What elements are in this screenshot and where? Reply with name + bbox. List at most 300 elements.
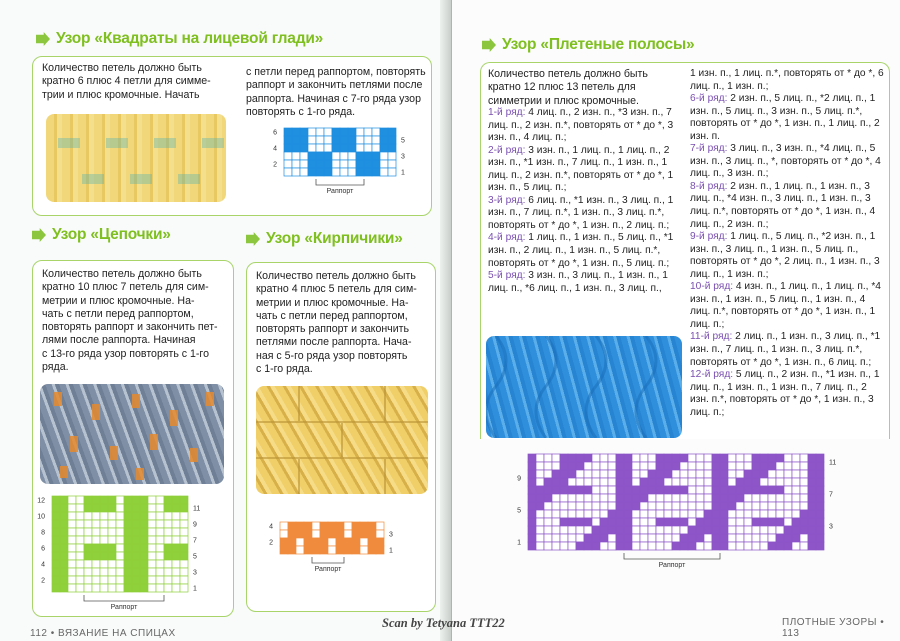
chart-cell (292, 128, 300, 136)
chart-cell (376, 546, 384, 554)
chart-cell (528, 518, 536, 526)
row-instruction (690, 281, 886, 331)
chart-cell (140, 504, 148, 512)
chart-cell (344, 546, 352, 554)
chart-cell (664, 470, 672, 478)
chart-cell (108, 528, 116, 536)
chart-cell (312, 530, 320, 538)
chart-cell (672, 462, 680, 470)
chart-cell (360, 522, 368, 530)
row-instruction (690, 331, 886, 369)
chart-cell (156, 544, 164, 552)
chart-cell (560, 526, 568, 534)
chart-cell (568, 470, 576, 478)
chart-cell (640, 502, 648, 510)
chart-cell (808, 486, 816, 494)
chart-cell (720, 462, 728, 470)
chart-cell (100, 504, 108, 512)
rapport-bracket (312, 557, 344, 563)
right-page (452, 0, 900, 641)
chart-row-number: 3 (193, 569, 197, 577)
chart-cell (728, 486, 736, 494)
chart-cell (600, 486, 608, 494)
chart-cell (332, 136, 340, 144)
chart-cell (800, 534, 808, 542)
chart-cell (60, 504, 68, 512)
chart-cell (140, 584, 148, 592)
chart-cell (288, 546, 296, 554)
row-label: 5-й ряд: (488, 270, 529, 282)
chart-cell (800, 494, 808, 502)
chart-cell (84, 512, 92, 520)
chart-cell (148, 504, 156, 512)
chart-cell (704, 462, 712, 470)
chart-cell (600, 478, 608, 486)
chart-cell (552, 526, 560, 534)
chart-cell (296, 530, 304, 538)
chart-cell (356, 144, 364, 152)
chart-cell (560, 502, 568, 510)
chart-cell (736, 462, 744, 470)
chart-cell (332, 128, 340, 136)
chart-cell (304, 530, 312, 538)
chart-cell (792, 542, 800, 550)
chart-cell (776, 470, 784, 478)
chart-cell (672, 494, 680, 502)
chart-cell (356, 136, 364, 144)
chart-cell (640, 510, 648, 518)
chart-cell (388, 128, 396, 136)
chart-cell (172, 576, 180, 584)
chart-cell (816, 502, 824, 510)
chart-cell (736, 518, 744, 526)
chart-cell (792, 494, 800, 502)
chart-cell (536, 470, 544, 478)
chart-cell (92, 520, 100, 528)
chart-cell (116, 552, 124, 560)
chart-cell (744, 494, 752, 502)
chart-cell (784, 526, 792, 534)
chart-row-number: 6 (273, 129, 277, 137)
chart-cell (560, 478, 568, 486)
chart-cell (84, 528, 92, 536)
chart-cell (536, 510, 544, 518)
chart-cell (68, 576, 76, 584)
chart-cell (576, 462, 584, 470)
chart-cell (768, 486, 776, 494)
chart-cell (680, 534, 688, 542)
chart-cell (68, 552, 76, 560)
chart-cell (124, 552, 132, 560)
chart-cell (528, 486, 536, 494)
chart-row-number: 3 (829, 523, 833, 531)
title-text: Узор «Плетеные полосы» (502, 36, 695, 53)
chart-cell (760, 526, 768, 534)
chart-cell (656, 542, 664, 550)
chart-cell (60, 496, 68, 504)
chart-cell (584, 454, 592, 462)
chart-cell (680, 542, 688, 550)
chart-cell (640, 518, 648, 526)
chart-cell (52, 576, 60, 584)
chart-cell (348, 136, 356, 144)
chart-cell (284, 152, 292, 160)
chart-cell (656, 526, 664, 534)
chart-cell (640, 454, 648, 462)
chart-cell (180, 584, 188, 592)
chart-cell (536, 502, 544, 510)
chart-cell (592, 494, 600, 502)
chart-cell (172, 528, 180, 536)
chart-cell (544, 510, 552, 518)
chart-cell (584, 462, 592, 470)
chart-cell (808, 542, 816, 550)
chart-cell (576, 542, 584, 550)
chart-row-number: 5 (193, 553, 197, 561)
chart-cell (592, 478, 600, 486)
chart-cell (672, 526, 680, 534)
chart-cell (84, 568, 92, 576)
chart-cell (728, 534, 736, 542)
chart-cell (608, 534, 616, 542)
chart-cell (728, 494, 736, 502)
chart-cell (76, 504, 84, 512)
row-label: 10-й ряд: (690, 281, 736, 293)
chart-cell (624, 518, 632, 526)
chart-cell (600, 494, 608, 502)
chart-cell (760, 518, 768, 526)
chart-cell (648, 534, 656, 542)
chart-cell (712, 518, 720, 526)
chart-row-number: 1 (193, 585, 197, 593)
chart-cell (140, 560, 148, 568)
chart-cell (688, 462, 696, 470)
chart-cell (712, 494, 720, 502)
chart-cell (728, 526, 736, 534)
chart-cell (784, 502, 792, 510)
chart-cell (584, 518, 592, 526)
chart-cell (752, 494, 760, 502)
chart-cell (616, 502, 624, 510)
chart-cell (688, 510, 696, 518)
chart-cell (720, 502, 728, 510)
chart-cell (552, 534, 560, 542)
chart-cell (600, 470, 608, 478)
row-text: 3 изн. п., 3 лиц. п., 1 изн. п., 1 лиц. п., *6 лиц. п., 1 изн. п., 3 лиц. п., (488, 270, 668, 294)
chart-cell (640, 526, 648, 534)
chart-cell (164, 528, 172, 536)
chart-cell (712, 526, 720, 534)
chart-cell (736, 510, 744, 518)
chart-cell (688, 470, 696, 478)
chart-cell (148, 560, 156, 568)
chart-cell (552, 462, 560, 470)
chart-cell (164, 536, 172, 544)
chart-cell (536, 486, 544, 494)
braided-rows-col1 (488, 107, 684, 295)
chart-cell (640, 470, 648, 478)
chart-cell (124, 536, 132, 544)
chart-cell (696, 542, 704, 550)
chart-cell (284, 136, 292, 144)
chart-cell (736, 454, 744, 462)
chart-cell (736, 502, 744, 510)
chart-row-number: 1 (389, 547, 393, 555)
chart-cell (92, 504, 100, 512)
chart-cell (648, 526, 656, 534)
chart-cell (388, 168, 396, 176)
chart-cell (288, 530, 296, 538)
chart-cell (608, 510, 616, 518)
chart-cell (116, 496, 124, 504)
chart-cell (816, 542, 824, 550)
chart-cell (92, 576, 100, 584)
chart-cell (552, 494, 560, 502)
chart-cell (552, 502, 560, 510)
squares-chart (266, 126, 406, 208)
chart-cell (680, 526, 688, 534)
chart-cell (752, 518, 760, 526)
row-text: 1 лиц. п., 1 изн. п., 5 лиц. п., *1 изн. п., 2 лиц. п., 1 изн. п., 5 лиц. п.*, повторять от * до *, 1 изн. п., 5 лиц. п.; (488, 232, 674, 269)
chart-cell (576, 470, 584, 478)
chart-cell (536, 542, 544, 550)
chart-cell (752, 470, 760, 478)
chart-cell (816, 462, 824, 470)
chart-grid (528, 454, 824, 550)
chart-cell (680, 510, 688, 518)
chart-cell (300, 128, 308, 136)
chart-cell (720, 478, 728, 486)
arrow-icon (246, 232, 260, 246)
chart-cell (544, 462, 552, 470)
chart-cell (768, 478, 776, 486)
chart-cell (568, 510, 576, 518)
chart-cell (528, 502, 536, 510)
chart-cell (52, 544, 60, 552)
chart-cell (84, 560, 92, 568)
chart-cell (800, 486, 808, 494)
chart-cell (300, 144, 308, 152)
chart-row-number: 9 (517, 475, 521, 483)
chart-cell (776, 454, 784, 462)
chart-cell (656, 510, 664, 518)
chart-cell (736, 470, 744, 478)
chart-cell (632, 502, 640, 510)
chart-cell (388, 144, 396, 152)
chart-cell (696, 486, 704, 494)
chart-cell (68, 584, 76, 592)
row-text: 6 лиц. п., *1 изн. п., 3 лиц. п., 1 изн. п., 7 лиц. п.*, 1 изн. п., 3 лиц. п.*, повторять от * до *, 1 изн. п., 2 лиц. п.; (488, 194, 674, 231)
chart-cell (124, 496, 132, 504)
chart-cell (148, 528, 156, 536)
chart-cell (324, 128, 332, 136)
chart-cell (784, 534, 792, 542)
chart-cell (180, 520, 188, 528)
chart-cell (76, 544, 84, 552)
chart-cell (348, 152, 356, 160)
chart-cell (792, 470, 800, 478)
chart-cell (364, 168, 372, 176)
chart-cell (808, 478, 816, 486)
chart-cell (60, 544, 68, 552)
chart-cell (180, 552, 188, 560)
chart-cell (356, 168, 364, 176)
chart-cell (316, 144, 324, 152)
chart-cell (164, 560, 172, 568)
chart-cell (300, 136, 308, 144)
chart-cell (592, 526, 600, 534)
chart-cell (672, 454, 680, 462)
chart-cell (116, 568, 124, 576)
chart-cell (720, 534, 728, 542)
chart-cell (744, 510, 752, 518)
row-text: 2 изн. п., 1 лиц. п., 1 изн. п., 3 лиц. п., *4 изн. п., 3 лиц. п., 1 изн. п., 3 лиц. п.*, повторять от * до *, 1 изн. п., 4 лиц. п., 2 изн. п.; (690, 180, 876, 230)
chart-cell (172, 568, 180, 576)
row-text: 5 лиц. п., 2 изн. п., *1 изн. п., 1 лиц. п., 1 изн. п., 1 изн. п., 7 лиц. п., 2 изн. п.*, повторять от * до *, 1 изн. п., 3 лиц. п.; (690, 369, 880, 418)
chart-cell (576, 478, 584, 486)
chart-cell (584, 478, 592, 486)
chart-row-number: 4 (269, 523, 273, 531)
chart-cell (92, 544, 100, 552)
row-instruction (488, 195, 684, 233)
chart-cell (336, 530, 344, 538)
chart-cell (576, 454, 584, 462)
chart-cell (180, 536, 188, 544)
chart-cell (60, 552, 68, 560)
chart-cell (296, 546, 304, 554)
chart-cell (292, 136, 300, 144)
chart-cell (60, 528, 68, 536)
chart-cell (68, 528, 76, 536)
chart-cell (704, 542, 712, 550)
row-label: 8-й ряд: (690, 180, 731, 192)
chart-cell (108, 504, 116, 512)
chart-row-number: 12 (37, 497, 45, 505)
chart-cell (108, 496, 116, 504)
chart-cell (792, 462, 800, 470)
chart-cell (68, 560, 76, 568)
chart-cell (768, 502, 776, 510)
chart-cell (720, 526, 728, 534)
chart-cell (608, 542, 616, 550)
rapport-label: Раппорт (110, 604, 138, 611)
chart-cell (800, 462, 808, 470)
rapport-label: Раппорт (326, 188, 354, 195)
chart-cell (688, 526, 696, 534)
chart-cell (808, 526, 816, 534)
chart-cell (816, 478, 824, 486)
chart-cell (360, 530, 368, 538)
chart-cell (680, 486, 688, 494)
chart-cell (344, 538, 352, 546)
chart-cell (592, 510, 600, 518)
chart-cell (664, 518, 672, 526)
braided-rows-col2 (690, 68, 886, 419)
chart-cell (712, 462, 720, 470)
chart-cell (132, 560, 140, 568)
chart-cell (720, 542, 728, 550)
chart-cell (364, 136, 372, 144)
chart-cell (672, 534, 680, 542)
chart-cell (632, 478, 640, 486)
chart-cell (148, 512, 156, 520)
chart-cell (528, 454, 536, 462)
chart-cell (768, 526, 776, 534)
chart-cell (536, 526, 544, 534)
chart-cell (76, 536, 84, 544)
chart-cell (752, 542, 760, 550)
chart-cell (688, 478, 696, 486)
chart-cell (584, 470, 592, 478)
chart-cell (688, 494, 696, 502)
chart-cell (632, 518, 640, 526)
chart-cell (744, 526, 752, 534)
chart-cell (140, 568, 148, 576)
chart-cell (352, 538, 360, 546)
chart-cell (608, 526, 616, 534)
chart-cell (156, 520, 164, 528)
chart-cell (172, 520, 180, 528)
chart-cell (92, 528, 100, 536)
chart-cell (568, 526, 576, 534)
chart-cell (336, 546, 344, 554)
chart-cell (608, 470, 616, 478)
chart-cell (172, 496, 180, 504)
chart-cell (568, 494, 576, 502)
chart-cell (600, 454, 608, 462)
chart-cell (768, 534, 776, 542)
chart-cell (324, 168, 332, 176)
chart-cell (728, 542, 736, 550)
chart-cell (292, 168, 300, 176)
chart-cell (340, 168, 348, 176)
chart-cell (180, 560, 188, 568)
chart-cell (544, 526, 552, 534)
chart-cell (172, 504, 180, 512)
chart-cell (296, 538, 304, 546)
chart-cell (336, 538, 344, 546)
chart-cell (156, 528, 164, 536)
chart-cell (372, 144, 380, 152)
chart-cell (816, 510, 824, 518)
chart-cell (148, 496, 156, 504)
chart-cell (68, 496, 76, 504)
chart-cell (544, 478, 552, 486)
chart-cell (180, 504, 188, 512)
row-text: 4 лиц. п., 2 изн. п., *3 изн. п., 7 лиц. п., 2 изн. п.*, повторять от * до *, 3 изн. п., 4 лиц. п.; (488, 107, 674, 144)
chart-cell (332, 144, 340, 152)
chart-cell (560, 462, 568, 470)
chart-row-number: 5 (401, 137, 405, 145)
braided-intro: Количество петель должно быть кратно 12 плюс 13 петель для симметрии и плюс кромочные. (488, 68, 648, 107)
chart-cell (92, 496, 100, 504)
chart-cell (140, 512, 148, 520)
chart-cell (576, 486, 584, 494)
chart-cell (308, 168, 316, 176)
chart-cell (108, 552, 116, 560)
rapport-label: Раппорт (658, 562, 686, 569)
chart-cell (792, 510, 800, 518)
chart-cell (316, 128, 324, 136)
chart-cell (608, 486, 616, 494)
chart-cell (284, 144, 292, 152)
chart-cell (372, 152, 380, 160)
chart-cell (784, 518, 792, 526)
chart-cell (656, 470, 664, 478)
chart-cell (100, 520, 108, 528)
chart-cell (744, 470, 752, 478)
chart-cell (108, 560, 116, 568)
